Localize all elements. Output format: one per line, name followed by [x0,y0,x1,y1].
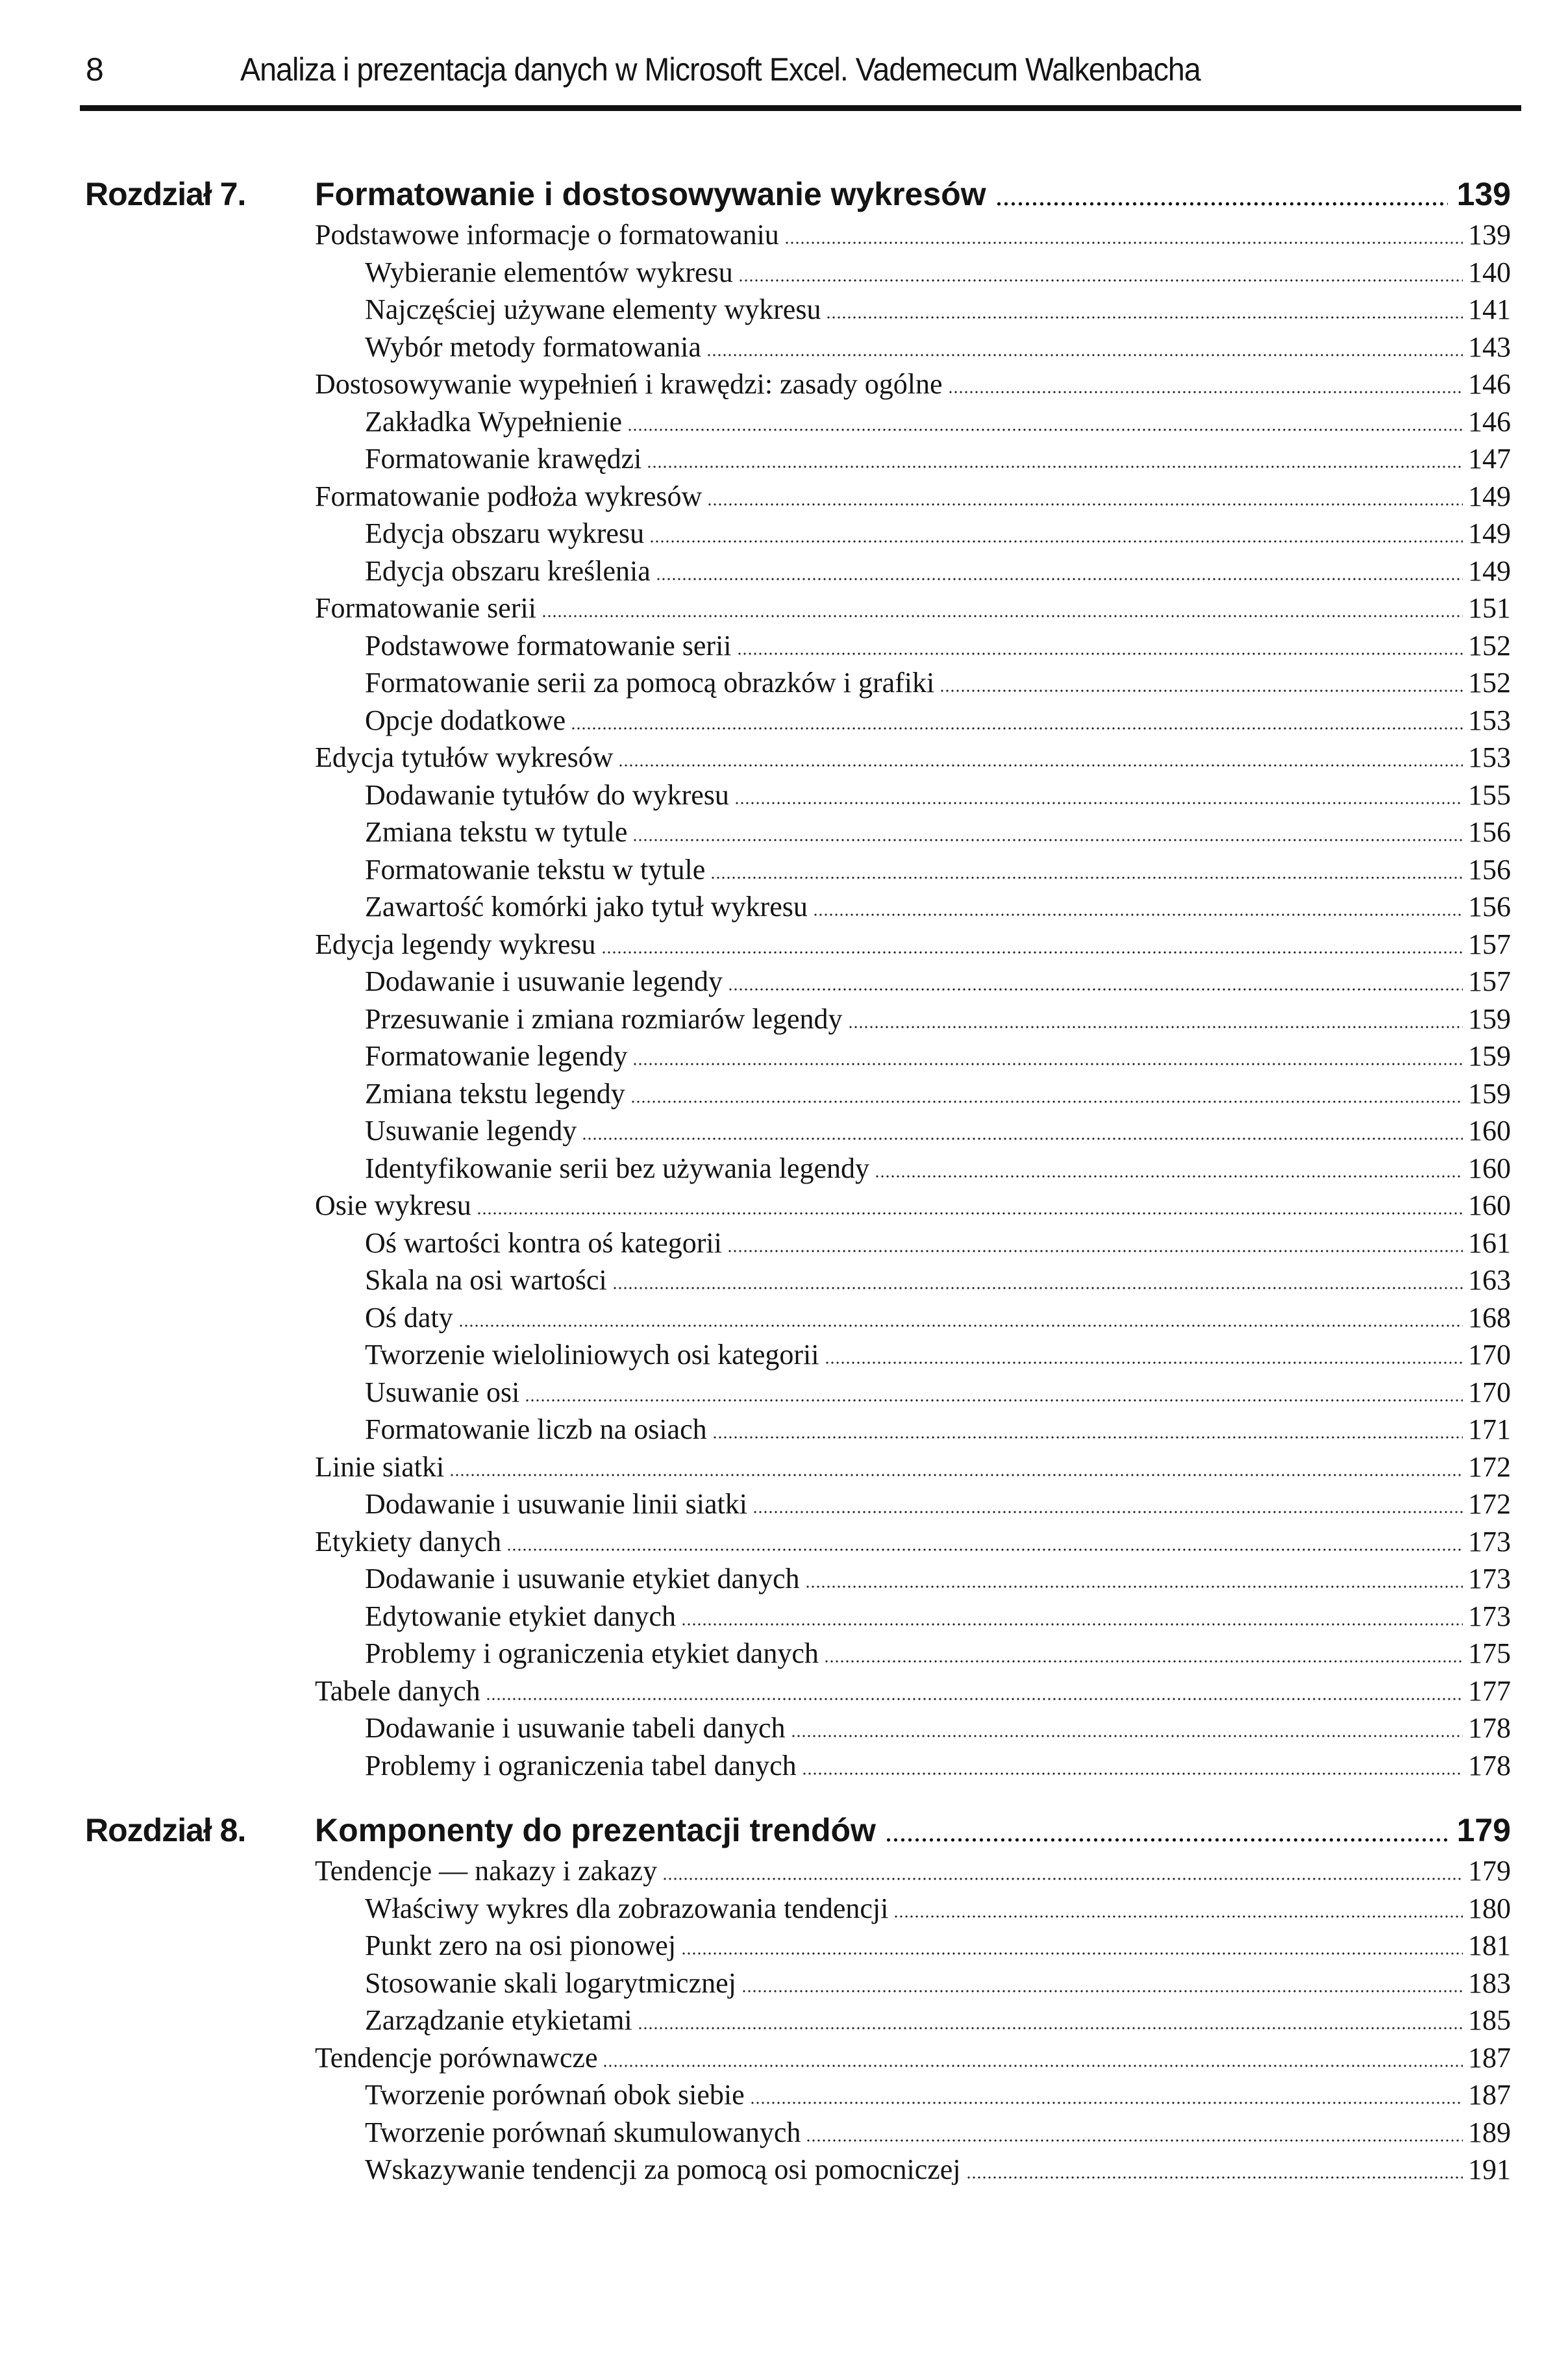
dot-leader [647,465,1463,469]
toc-entry-title: Edycja obszaru wykresu [365,517,645,549]
chapter-page: 179 [1456,1812,1511,1848]
toc-entry-row [315,741,1511,774]
toc-entry-title: Formatowanie podłoża wykresów [315,480,703,512]
toc-entry[interactable] [0,890,1568,928]
toc-entry-page: 143 [1468,330,1511,363]
dot-leader [966,2176,1463,2179]
toc-entry[interactable] [0,1637,1568,1674]
toc-entry-row [365,1263,1511,1297]
dot-leader [571,726,1463,730]
toc-entry[interactable] [0,1002,1568,1040]
toc-entry-page: 146 [1468,405,1511,438]
toc-entry[interactable] [0,1487,1568,1525]
toc-entry-page: 178 [1468,1712,1511,1744]
toc-entry[interactable] [0,1600,1568,1637]
running-header [0,51,1568,96]
toc-entry-page: 152 [1468,667,1511,699]
toc-entry-page: 156 [1468,853,1511,886]
toc-entry-page: 159 [1468,1002,1511,1035]
dot-leader [741,1989,1463,1993]
toc-entry[interactable] [0,1892,1568,1930]
dot-leader [582,1137,1463,1141]
dot-leader [728,987,1463,991]
toc-entry[interactable] [0,218,1568,256]
toc-entry-title: Dodawanie i usuwanie linii siatki [365,1488,747,1520]
toc-entry-row [365,2116,1511,2149]
dot-leader [825,1361,1463,1365]
toc-entry-title: Usuwanie osi [365,1376,520,1408]
toc-entry-page: 139 [1468,219,1511,251]
toc-entry-row [365,1002,1511,1036]
toc-entry-row [365,1711,1511,1744]
chapter-heading[interactable] [0,1811,1568,1854]
toc-entry[interactable] [0,1562,1568,1600]
toc-entry-row [365,442,1511,475]
toc-entry[interactable] [0,367,1568,405]
toc-entry-title: Osie wykresu [315,1189,471,1221]
dot-leader [706,353,1463,357]
toc-entry-page: 157 [1468,965,1511,997]
toc-entry-row [315,591,1511,625]
toc-entry[interactable] [0,704,1568,741]
toc-entry[interactable] [0,330,1568,368]
toc-entry[interactable] [0,1114,1568,1152]
toc-entry[interactable] [0,1749,1568,1787]
dot-leader [737,652,1463,656]
dot-leader [627,428,1463,432]
toc-entry[interactable] [0,778,1568,816]
toc-entry-title: Formatowanie serii za pomocą obrazków i grafiki [365,667,935,699]
toc-entry-page: 172 [1468,1450,1511,1483]
toc-entry[interactable] [0,1376,1568,1413]
toc-entry-title: Właściwy wykres dla zobrazowania tendencji [365,1892,889,1924]
dot-leader [630,1100,1463,1104]
toc-entry-title: Opcje dodatkowe [365,704,566,736]
dot-leader [784,241,1463,245]
toc-entry[interactable] [0,853,1568,891]
toc-entry-page: 153 [1468,704,1511,736]
toc-entry-row [365,853,1511,886]
toc-entry[interactable] [0,256,1568,293]
dot-leader [738,279,1463,282]
toc-entry-page: 170 [1468,1376,1511,1408]
toc-entry[interactable] [0,2041,1568,2079]
toc-entry-row [365,293,1511,326]
toc-entry-page: 153 [1468,741,1511,773]
toc-entry-row [365,704,1511,737]
toc-entry-row [365,1152,1511,1185]
dot-leader [632,1062,1463,1066]
dot-leader [875,1174,1463,1178]
toc-entry-title: Dostosowywanie wypełnień i krawędzi: zasady ogólne [315,368,943,400]
toc-entry[interactable] [0,293,1568,330]
toc-entry-title: Problemy i ograniczenia etykiet danych [365,1637,819,1669]
toc-entry-page: 157 [1468,928,1511,960]
toc-entry-row [315,1189,1511,1222]
toc-entry[interactable] [0,1152,1568,1189]
toc-entry-row [365,1114,1511,1147]
toc-entry-page: 187 [1468,2041,1511,2074]
toc-entry-title: Wybór metody formatowania [365,330,701,363]
dot-leader [486,1697,1463,1701]
toc-entry-row [315,1674,1511,1707]
toc-entry-page: 156 [1468,891,1511,923]
toc-entry-title: Edytowanie etykiet danych [365,1600,676,1632]
toc-entry[interactable] [0,1967,1568,2004]
toc-entry-row [315,1854,1511,1887]
toc-entry-page: 159 [1468,1040,1511,1072]
toc-entry-row [315,367,1511,401]
toc-entry-row [365,2153,1511,2186]
toc-entry[interactable] [0,2004,1568,2041]
dot-leader [727,1249,1463,1253]
toc-entry-title: Zakładka Wypełnienie [365,405,623,438]
toc-entry-row [365,1413,1511,1446]
toc-entry-row [365,666,1511,699]
dot-leader [712,1435,1463,1439]
toc-entry-page: 149 [1468,480,1511,512]
toc-entry-page: 191 [1468,2154,1511,2185]
toc-entry-row [365,1562,1511,1595]
toc-entry-title: Najczęściej używane elementy wykresu [365,293,821,325]
toc-entry-page: 163 [1468,1264,1511,1296]
toc-entry-title: Problemy i ograniczenia tabel danych [365,1749,797,1781]
toc-entry[interactable] [0,1450,1568,1488]
toc-entry[interactable] [0,741,1568,778]
toc-entry-title: Stosowanie skali logarytmicznej [365,1967,736,1999]
toc-entry-row [365,517,1511,550]
toc-entry-row [315,2041,1511,2074]
toc-entry-page: 183 [1468,1967,1511,1999]
toc-entry-row [365,965,1511,998]
toc-entry-row [365,1967,1511,2000]
header-rule [80,105,1521,111]
dot-leader [734,801,1463,805]
toc-entry-row [365,1637,1511,1670]
toc-entry[interactable] [0,517,1568,554]
dot-leader [805,1585,1463,1589]
toc-entry-row [365,1226,1511,1260]
toc-entry[interactable] [0,442,1568,480]
toc-entry-title: Zmiana tekstu w tytule [365,816,628,848]
toc-entry-row [365,1892,1511,1925]
toc-entry-page: 173 [1468,1525,1511,1558]
toc-entry-title: Tendencje — nakazy i zakazy [315,1855,658,1887]
toc-entry-row [365,2078,1511,2111]
toc-entry-page: 170 [1468,1339,1511,1371]
dot-leader [632,838,1463,842]
toc-entry[interactable] [0,1525,1568,1563]
dot-leader [813,913,1463,917]
toc-entry-row [365,554,1511,588]
toc-entry-row [365,405,1511,438]
dot-leader [750,2101,1463,2105]
dot-leader [601,950,1463,954]
toc-entry[interactable] [0,1039,1568,1077]
toc-entry-title: Tabele danych [315,1674,480,1707]
toc-entry-page: 160 [1468,1115,1511,1147]
dot-leader [525,1398,1463,1402]
dot-leader [649,540,1463,543]
toc-entry-page: 189 [1468,2116,1511,2148]
toc-entry-title: Usuwanie legendy [365,1115,577,1147]
toc-entry-title: Formatowanie krawędzi [365,443,642,475]
toc-entry-page: 149 [1468,517,1511,549]
toc-entry[interactable] [0,1077,1568,1115]
chapter-label: Rozdział 8. [85,1812,246,1848]
dot-leader [603,2064,1463,2068]
toc-entry[interactable] [0,1263,1568,1301]
toc-entry[interactable] [0,1413,1568,1450]
toc-entry-title: Zmiana tekstu legendy [365,1077,625,1110]
toc-entry-title: Tendencje porównawcze [315,2041,598,2074]
dot-leader [940,689,1463,693]
toc-entry-row [365,330,1511,364]
toc-entry[interactable] [0,1301,1568,1339]
toc-entry-page: 175 [1468,1637,1511,1669]
toc-entry-title: Podstawowe formatowanie serii [365,629,732,662]
toc-entry-page: 140 [1468,256,1511,288]
chapter-7 [0,175,1568,1786]
toc-entry-page: 160 [1468,1152,1511,1184]
toc-entry-title: Etykiety danych [315,1525,502,1558]
toc-entry-page: 181 [1468,1930,1511,1961]
toc-entry-row [365,2004,1511,2037]
toc-entry-row [365,815,1511,849]
toc-entry-title: Podstawowe informacje o formatowaniu [315,219,779,251]
toc-entry-row [315,1525,1511,1558]
toc-entry-page: 177 [1468,1674,1511,1707]
toc-entry-row [365,256,1511,289]
dot-leader [681,1952,1463,1955]
toc-entry-page: 149 [1468,554,1511,587]
dot-leader [848,1025,1463,1029]
toc-entry-title: Dodawanie i usuwanie etykiet danych [365,1563,800,1595]
toc-entry[interactable] [0,1854,1568,1892]
dot-leader [885,1837,1448,1843]
toc-entry-row [365,1929,1511,1962]
toc-entry-row [365,1338,1511,1371]
toc-entry[interactable] [0,1189,1568,1226]
chapter-8 [0,1811,1568,2191]
toc-entry-page: 178 [1468,1749,1511,1781]
toc-entry-row [365,1376,1511,1409]
toc-entry[interactable] [0,1711,1568,1749]
toc-entry-page: 185 [1468,2004,1511,2036]
toc-entry[interactable] [0,1226,1568,1264]
dot-leader [893,1915,1463,1918]
toc-entry-row [315,1450,1511,1483]
chapter-page: 139 [1456,176,1511,212]
toc-entry[interactable] [0,2116,1568,2154]
toc-entry-page: 151 [1468,592,1511,624]
toc-entry[interactable] [0,629,1568,667]
toc-entry[interactable] [0,2153,1568,2191]
toc-entry[interactable] [0,480,1568,517]
dot-leader [638,2026,1463,2030]
toc-entry-row [365,1301,1511,1334]
toc-entry-page: 156 [1468,816,1511,848]
dot-leader [612,1286,1463,1290]
toc-entry[interactable] [0,928,1568,965]
dot-leader [826,316,1463,319]
toc-entry[interactable] [0,591,1568,629]
chapter-title: Komponenty do prezentacji trendów [315,1812,876,1848]
toc-entry-row [365,1600,1511,1633]
dot-leader [656,577,1463,581]
dot-leader [681,1622,1463,1626]
toc-entry-title: Linie siatki [315,1450,445,1483]
toc-entry-title: Oś wartości kontra oś kategorii [365,1226,722,1259]
toc-entry-page: 152 [1468,629,1511,662]
dot-leader [791,1734,1463,1738]
toc-entry-row [365,1749,1511,1782]
toc-entry-row [315,928,1511,961]
toc-entry-page: 160 [1468,1189,1511,1221]
toc-entry-page: 171 [1468,1413,1511,1445]
toc-entry-page: 161 [1468,1226,1511,1259]
toc-entry-title: Przesuwanie i zmiana rozmiarów legendy [365,1002,843,1035]
dot-leader [707,503,1463,506]
toc-entry-row [315,218,1511,251]
toc-entry-page: 173 [1468,1563,1511,1595]
dot-leader [753,1510,1463,1514]
dot-leader [477,1211,1463,1215]
toc-entry-title: Zarządzanie etykietami [365,2004,632,2036]
chapter-heading[interactable] [0,175,1568,218]
toc-entry-title: Dodawanie i usuwanie tabeli danych [365,1712,786,1744]
dot-leader [662,1877,1463,1881]
toc-entry-title: Formatowanie legendy [365,1040,628,1072]
toc-entry-title: Edycja tytułów wykresów [315,741,614,773]
dot-leader [710,876,1463,880]
dot-leader [449,1473,1463,1477]
dot-leader [806,2139,1463,2142]
toc-entry[interactable] [0,815,1568,853]
toc-entry-title: Wskazywanie tendencji za pomocą osi pomocniczej [365,2154,961,2185]
toc-entry-page: 187 [1468,2079,1511,2111]
toc-entry-title: Zawartość komórki jako tytuł wykresu [365,891,808,923]
toc-entry-row [365,890,1511,923]
toc-entry-title: Edycja obszaru kreślenia [365,554,651,587]
toc-entry-title: Dodawanie i usuwanie legendy [365,965,723,997]
dot-leader [506,1548,1463,1552]
toc-entry[interactable] [0,2078,1568,2116]
toc-entry-title: Dodawanie tytułów do wykresu [365,778,729,811]
toc-entry[interactable] [0,1338,1568,1376]
toc-entry-title: Formatowanie serii [315,592,536,624]
toc-entry-title: Wybieranie elementów wykresu [365,256,733,288]
toc-entry-row [365,1039,1511,1073]
toc-entry-title: Punkt zero na osi pionowej [365,1930,677,1961]
chapter-title-row [315,175,1511,213]
toc-entry-page: 173 [1468,1600,1511,1632]
toc-entry[interactable] [0,1674,1568,1712]
chapter-label: Rozdział 7. [85,176,246,212]
toc-entry[interactable] [0,554,1568,592]
toc-entry-page: 141 [1468,293,1511,325]
toc-entry-row [365,778,1511,812]
dot-leader [618,763,1463,767]
toc-entry-page: 155 [1468,778,1511,811]
toc-entry-page: 168 [1468,1301,1511,1334]
toc-entry-row [365,1077,1511,1110]
toc-entry[interactable] [0,666,1568,704]
toc-entry-title: Oś daty [365,1301,453,1334]
toc-entry-title: Formatowanie liczb na osiach [365,1413,707,1445]
toc-entry[interactable] [0,405,1568,443]
toc-entry-page: 147 [1468,443,1511,475]
toc-entry-title: Formatowanie tekstu w tytule [365,853,706,886]
toc-entry-page: 180 [1468,1892,1511,1924]
toc-entry-title: Tworzenie wieloliniowych osi kategorii [365,1339,819,1371]
chapter-title: Formatowanie i dostosowywanie wykresów [315,176,986,212]
book-title: Analiza i prezentacja danych w Microsoft Excel. Vademecum Walkenbacha [240,51,1201,88]
toc-entry-row [365,629,1511,662]
dot-leader [458,1324,1463,1328]
toc-entry-page: 146 [1468,368,1511,400]
toc-entry-title: Tworzenie porównań skumulowanych [365,2116,801,2148]
toc-entry-row [315,480,1511,513]
chapter-title-row [315,1811,1511,1849]
dot-leader [995,201,1448,206]
toc-entry[interactable] [0,1929,1568,1967]
toc-entry-title: Skala na osi wartości [365,1264,607,1296]
dot-leader [802,1772,1463,1776]
toc-entry-page: 179 [1468,1855,1511,1887]
toc-entry[interactable] [0,965,1568,1002]
toc-entry-row [365,1487,1511,1521]
toc-entry-page: 159 [1468,1077,1511,1110]
toc-entry-title: Identyfikowanie serii bez używania legendy [365,1152,870,1184]
dot-leader [541,614,1463,618]
dot-leader [948,390,1463,394]
toc-entry-page: 172 [1468,1488,1511,1520]
toc-entry-title: Edycja legendy wykresu [315,928,596,960]
toc-entry-title: Tworzenie porównań obok siebie [365,2079,745,2111]
dot-leader [824,1659,1463,1663]
page-number: 8 [86,51,103,88]
